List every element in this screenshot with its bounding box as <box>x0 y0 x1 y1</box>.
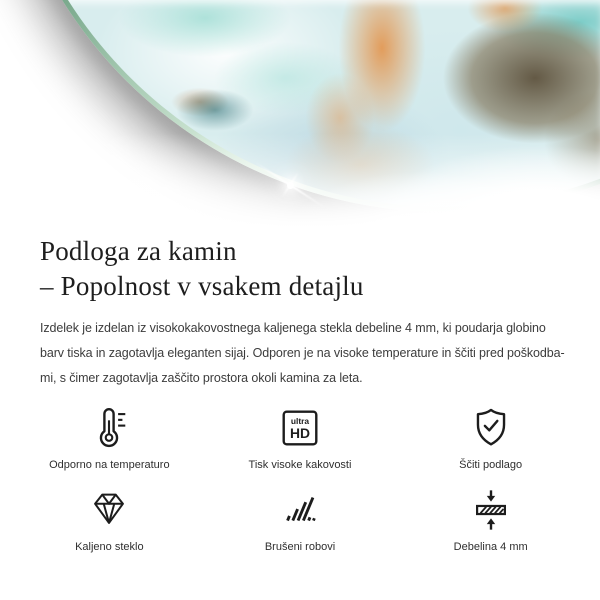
ultra-label: ultra <box>290 416 310 427</box>
description-line: mi, s čimer zagotavlja zaščito prostora okoli kamina za leta. <box>40 371 363 385</box>
feature-tempered-glass <box>14 487 205 553</box>
product-photo <box>0 0 600 230</box>
page-title <box>40 234 560 304</box>
description-line: barv tiska in zagotavlja eleganten sijaj. Odporen je na visoke temperature in ščiti pred poškodba- <box>40 346 565 360</box>
feature-polished-edges <box>205 487 396 553</box>
feature-label: Brušeni robovi <box>264 541 336 553</box>
ultra-hd-badge-icon <box>277 405 323 451</box>
shield-check-icon <box>468 405 514 451</box>
feature-label: Debelina 4 mm <box>453 541 528 553</box>
thermometer-icon <box>86 405 132 451</box>
diamond-icon <box>86 487 132 533</box>
feature-temperature <box>14 405 205 471</box>
feature-thickness <box>395 487 586 553</box>
hd-label: HD <box>289 425 311 442</box>
title-line-2: – Popolnost v vsakem detajlu <box>40 271 364 301</box>
feature-label: Tisk visoke kakovosti <box>248 459 352 471</box>
feature-label: Kaljeno steklo <box>75 541 144 553</box>
feature-label: Odporno na temperaturo <box>49 459 170 471</box>
brushed-edges-icon <box>277 487 323 533</box>
title-line-1: Podloga za kamin <box>40 236 237 266</box>
product-description <box>40 316 596 391</box>
feature-label: Ščiti podlago <box>459 459 523 471</box>
description-line: Izdelek je izdelan iz visokokakovostnega kaljenega stekla debeline 4 mm, ki poudarja globino <box>40 321 546 335</box>
feature-protects <box>395 405 586 471</box>
feature-grid <box>14 405 586 553</box>
feature-print-quality <box>205 405 396 471</box>
thickness-compress-icon <box>468 487 514 533</box>
